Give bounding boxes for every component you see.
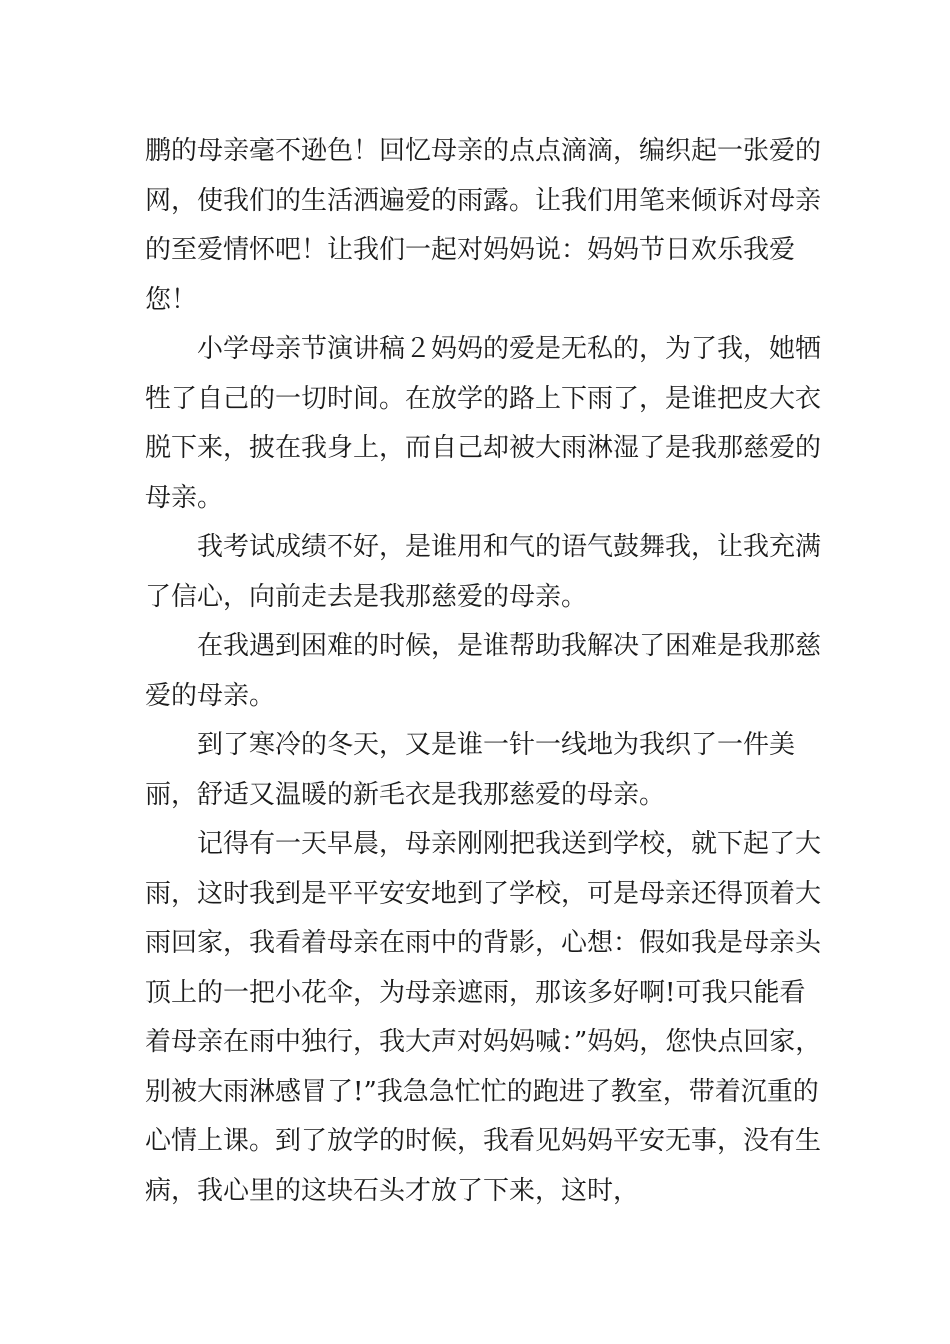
paragraph-2: 小学母亲节演讲稿２妈妈的爱是无私的，为了我，她牺牲了自己的一切时间。在放学的路上下雨了，是谁把皮大衣脱下来，披在我身上，而自己却被大雨淋湿了是我那慈爱的母亲。 [145, 334, 822, 513]
paragraph-4: 在我遇到困难的时候，是谁帮助我解决了困难是我那慈爱的母亲。 [145, 631, 822, 711]
paragraph-3: 我考试成绩不好，是谁用和气的语气鼓舞我，让我充满了信心，向前走去是我那慈爱的母亲。 [145, 532, 822, 612]
paragraph-1: 鹏的母亲毫不逊色！回忆母亲的点点滴滴，编织起一张爱的网，使我们的生活洒遍爱的雨露。让我们用笔来倾诉对母亲的至爱情怀吧！让我们一起对妈妈说：妈妈节日欢乐我爱您！ [145, 136, 822, 315]
document-body [145, 127, 825, 1216]
paragraph-6: 记得有一天早晨，母亲刚刚把我送到学校，就下起了大雨，这时我到是平平安安地到了学校，可是母亲还得顶着大雨回家，我看着母亲在雨中的背影，心想：假如我是母亲头顶上的一把小花伞，为母亲遮雨，那该多好啊!可我只能看着母亲在雨中独行，我大声对妈妈喊：”妈妈，您快点回家，别被大雨淋感冒了!”我急急忙忙的跑进了教室，带着沉重的心情上课。到了放学的时候，我看见妈妈平安无事，没有生病，我心里的这块石头才放了下来，这时， [145, 829, 822, 1206]
paragraph-5: 到了寒冷的冬天，又是谁一针一线地为我织了一件美丽，舒适又温暖的新毛衣是我那慈爱的母亲。 [145, 730, 796, 810]
